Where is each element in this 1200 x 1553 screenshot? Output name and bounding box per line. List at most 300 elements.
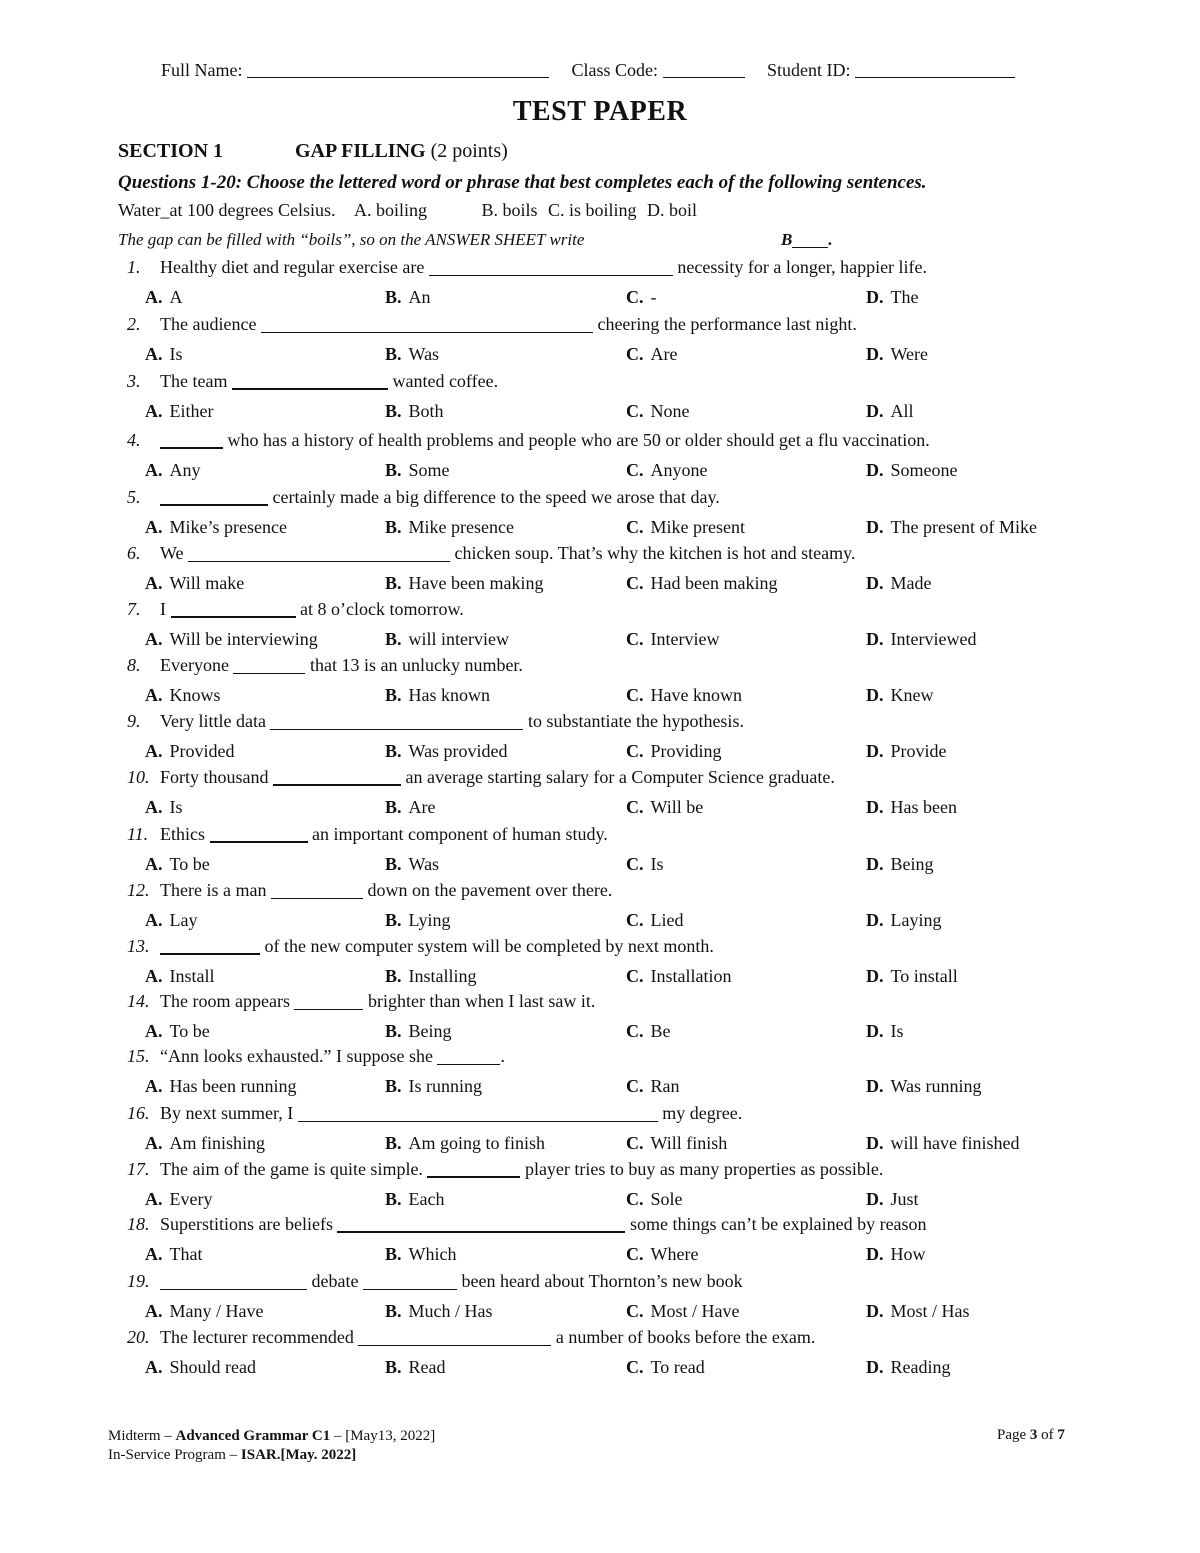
option-letter: A. xyxy=(145,741,163,761)
footer-line1-post: – [May13, 2022] xyxy=(333,1428,436,1444)
option-a[interactable] xyxy=(145,1076,296,1097)
option-text: Will be interviewing xyxy=(169,629,318,649)
option-letter: A. xyxy=(145,1301,163,1321)
option-d[interactable] xyxy=(866,1076,982,1097)
question-15 xyxy=(127,1046,1127,1067)
option-letter: B. xyxy=(385,966,402,986)
option-text: Were xyxy=(890,344,929,364)
option-d[interactable] xyxy=(866,573,931,594)
option-letter: A. xyxy=(145,1133,163,1153)
option-letter: A. xyxy=(145,854,163,874)
option-text: Which xyxy=(408,1244,457,1264)
option-letter: B. xyxy=(385,741,402,761)
option-d[interactable] xyxy=(866,344,928,365)
question-text: my degree. xyxy=(662,1103,743,1123)
option-b[interactable] xyxy=(385,401,444,422)
option-a[interactable] xyxy=(145,1189,212,1210)
option-text: Just xyxy=(890,1189,919,1209)
answer-blank[interactable] xyxy=(171,600,296,618)
option-letter: D. xyxy=(866,1133,884,1153)
question-text: of the new computer system will be completed by next month. xyxy=(264,936,714,956)
full-name-field[interactable] xyxy=(161,60,549,81)
option-letter: A. xyxy=(145,966,163,986)
option-text: To be xyxy=(169,854,210,874)
option-a[interactable] xyxy=(145,401,213,422)
option-b[interactable] xyxy=(385,1357,446,1378)
answer-blank[interactable] xyxy=(358,1329,551,1346)
option-text: Most / Has xyxy=(890,1301,970,1321)
instructions: Questions 1-20: Choose the lettered word or phrase that best completes each of the following sentences. xyxy=(118,172,927,193)
full-name-label: Full Name: xyxy=(161,60,243,80)
option-b[interactable] xyxy=(385,797,436,818)
option-c[interactable] xyxy=(626,910,684,931)
answer-blank[interactable] xyxy=(160,937,260,955)
option-a[interactable] xyxy=(145,1133,265,1154)
option-letter: A. xyxy=(145,685,163,705)
question-text: The audience xyxy=(160,314,257,334)
option-b[interactable] xyxy=(385,573,543,594)
option-text: Was xyxy=(408,854,440,874)
option-c[interactable] xyxy=(626,573,777,594)
answer-blank[interactable] xyxy=(233,657,305,674)
option-text: Knew xyxy=(890,685,934,705)
option-d[interactable] xyxy=(866,517,1037,538)
option-letter: A. xyxy=(145,517,163,537)
question-number: 7. xyxy=(127,599,141,619)
option-b[interactable] xyxy=(385,685,490,706)
question-text: to substantiate the hypothesis. xyxy=(527,711,744,731)
option-text: The xyxy=(890,287,919,307)
answer-blank[interactable] xyxy=(363,1273,457,1290)
question-text: “Ann looks exhausted.” I suppose she xyxy=(160,1046,433,1066)
question-text: Superstitions are beliefs xyxy=(160,1214,333,1234)
footer-course-name: Advanced Grammar C1 xyxy=(175,1428,331,1444)
option-text: Had been making xyxy=(650,573,778,593)
option-text: An xyxy=(408,287,431,307)
question-number: 1. xyxy=(127,257,141,277)
option-c[interactable] xyxy=(626,797,703,818)
example-note xyxy=(118,230,833,250)
question-text: The room appears xyxy=(160,991,290,1011)
option-d[interactable] xyxy=(866,1244,926,1265)
class-code-label: Class Code: xyxy=(571,60,659,80)
answer-blank[interactable] xyxy=(160,431,223,449)
option-c[interactable] xyxy=(626,344,677,365)
option-letter: D. xyxy=(866,460,884,480)
answer-blank[interactable] xyxy=(337,1215,625,1233)
option-a[interactable] xyxy=(145,517,287,538)
example-option-c: C. is boiling xyxy=(548,200,637,220)
question-text: some things can’t be explained by reason xyxy=(629,1214,927,1234)
option-c[interactable] xyxy=(626,1133,727,1154)
option-d[interactable] xyxy=(866,1301,970,1322)
option-letter: C. xyxy=(626,797,644,817)
option-letter: C. xyxy=(626,1357,644,1377)
option-text: Many / Have xyxy=(169,1301,264,1321)
option-a[interactable] xyxy=(145,1244,203,1265)
answer-blank[interactable] xyxy=(210,825,308,843)
option-text: Any xyxy=(169,460,201,480)
option-letter: A. xyxy=(145,1357,163,1377)
page-number-current: 3 xyxy=(1029,1427,1038,1443)
option-a[interactable] xyxy=(145,1357,256,1378)
option-letter: B. xyxy=(385,517,402,537)
question-text: wanted coffee. xyxy=(392,371,499,391)
option-a[interactable] xyxy=(145,460,201,481)
question-text: We xyxy=(160,543,184,563)
option-a[interactable] xyxy=(145,797,183,818)
option-letter: B. xyxy=(385,1021,402,1041)
option-text: To read xyxy=(650,1357,705,1377)
option-d[interactable] xyxy=(866,1189,919,1210)
option-d[interactable] xyxy=(866,401,914,422)
option-text: Where xyxy=(650,1244,699,1264)
question-number: 8. xyxy=(127,655,141,675)
option-d[interactable] xyxy=(866,910,942,931)
option-text: Has been running xyxy=(169,1076,297,1096)
option-letter: B. xyxy=(385,1301,402,1321)
option-letter: C. xyxy=(626,460,644,480)
option-c[interactable] xyxy=(626,854,664,875)
option-letter: A. xyxy=(145,460,163,480)
option-text: Be xyxy=(650,1021,671,1041)
question-3 xyxy=(127,371,1127,392)
option-c[interactable] xyxy=(626,966,731,987)
option-text: None xyxy=(650,401,690,421)
option-letter: D. xyxy=(866,517,884,537)
option-c[interactable] xyxy=(626,1301,740,1322)
option-text: Mike presence xyxy=(408,517,514,537)
page-number-of: of xyxy=(1041,1427,1054,1443)
option-text: Was xyxy=(408,344,440,364)
question-text: debate xyxy=(311,1271,359,1291)
question-16 xyxy=(127,1103,1127,1124)
option-c[interactable] xyxy=(626,460,708,481)
question-10 xyxy=(127,767,1127,788)
option-c[interactable] xyxy=(626,685,742,706)
option-text: Installing xyxy=(408,966,477,986)
question-text: a number of books before the exam. xyxy=(555,1327,816,1347)
question-number: 10. xyxy=(127,767,150,787)
question-text: an important component of human study. xyxy=(312,824,608,844)
option-text: Someone xyxy=(890,460,958,480)
question-text: player tries to buy as many properties as possible. xyxy=(524,1159,884,1179)
option-letter: A. xyxy=(145,629,163,649)
option-a[interactable] xyxy=(145,685,221,706)
option-text: Sole xyxy=(650,1189,683,1209)
option-text: - xyxy=(650,287,657,307)
option-letter: D. xyxy=(866,741,884,761)
option-c[interactable] xyxy=(626,1357,705,1378)
option-a[interactable] xyxy=(145,629,318,650)
option-a[interactable] xyxy=(145,741,235,762)
option-letter: A. xyxy=(145,344,163,364)
option-text: Provided xyxy=(169,741,235,761)
section-points: (2 points) xyxy=(430,140,508,162)
page-number-total: 7 xyxy=(1057,1427,1065,1443)
option-letter: D. xyxy=(866,966,884,986)
option-a[interactable] xyxy=(145,573,244,594)
example-answer-letter: B xyxy=(781,230,793,249)
option-text: Lying xyxy=(408,910,451,930)
option-letter: C. xyxy=(626,517,644,537)
option-text: Reading xyxy=(890,1357,951,1377)
option-b[interactable] xyxy=(385,1189,445,1210)
option-text: Made xyxy=(890,573,932,593)
option-text: Are xyxy=(408,797,436,817)
question-text: Healthy diet and regular exercise are xyxy=(160,257,425,277)
option-d[interactable] xyxy=(866,287,918,308)
option-c[interactable] xyxy=(626,1189,683,1210)
answer-blank[interactable] xyxy=(298,1105,658,1122)
question-number: 6. xyxy=(127,543,141,563)
option-b[interactable] xyxy=(385,1301,493,1322)
option-letter: A. xyxy=(145,797,163,817)
option-b[interactable] xyxy=(385,854,439,875)
option-text: To install xyxy=(890,966,958,986)
option-c[interactable] xyxy=(626,517,745,538)
full-name-line[interactable] xyxy=(247,61,549,78)
option-c[interactable] xyxy=(626,401,690,422)
option-text: All xyxy=(890,401,914,421)
answer-blank[interactable] xyxy=(429,259,673,276)
class-code-line[interactable] xyxy=(663,61,745,78)
question-text: Ethics xyxy=(160,824,205,844)
option-letter: C. xyxy=(626,910,644,930)
question-number: 20. xyxy=(127,1327,150,1347)
option-letter: D. xyxy=(866,573,884,593)
option-a[interactable] xyxy=(145,966,215,987)
option-letter: A. xyxy=(145,1021,163,1041)
option-d[interactable] xyxy=(866,797,957,818)
option-text: Mike’s presence xyxy=(169,517,287,537)
question-text: been heard about Thornton’s new book xyxy=(461,1271,743,1291)
option-letter: C. xyxy=(626,629,644,649)
option-letter: C. xyxy=(626,1301,644,1321)
option-b[interactable] xyxy=(385,1133,545,1154)
answer-blank[interactable] xyxy=(270,713,523,730)
option-b[interactable] xyxy=(385,1076,482,1097)
question-text: The aim of the game is quite simple. xyxy=(160,1159,423,1179)
question-17 xyxy=(127,1159,1127,1180)
option-text: Ran xyxy=(650,1076,680,1096)
option-d[interactable] xyxy=(866,629,976,650)
example-answer: B . xyxy=(781,230,833,249)
question-6 xyxy=(127,543,1127,564)
section-name: GAP FILLING xyxy=(295,140,426,162)
section-heading xyxy=(118,140,508,163)
option-c[interactable] xyxy=(626,1021,671,1042)
option-letter: A. xyxy=(145,573,163,593)
option-letter: B. xyxy=(385,629,402,649)
option-letter: A. xyxy=(145,1076,163,1096)
student-id-label: Student ID: xyxy=(767,60,851,80)
option-text: Read xyxy=(408,1357,446,1377)
option-letter: D. xyxy=(866,1301,884,1321)
question-8 xyxy=(127,655,1127,676)
answer-blank[interactable] xyxy=(160,1273,307,1290)
question-9 xyxy=(127,711,1127,732)
option-letter: D. xyxy=(866,797,884,817)
option-letter: D. xyxy=(866,1076,884,1096)
option-d[interactable] xyxy=(866,1133,1019,1154)
question-1 xyxy=(127,257,1127,278)
answer-blank[interactable] xyxy=(437,1048,500,1065)
option-b[interactable] xyxy=(385,517,514,538)
option-d[interactable] xyxy=(866,854,934,875)
option-a[interactable] xyxy=(145,287,183,308)
option-letter: B. xyxy=(385,401,402,421)
question-text: down on the pavement over there. xyxy=(367,880,613,900)
option-text: Lay xyxy=(169,910,198,930)
option-text: Interviewed xyxy=(890,629,977,649)
question-number: 9. xyxy=(127,711,141,731)
option-letter: C. xyxy=(626,1021,644,1041)
option-b[interactable] xyxy=(385,1021,452,1042)
example-note-text: The gap can be filled with “boils”, so on the ANSWER SHEET write xyxy=(118,230,585,249)
option-text: Each xyxy=(408,1189,445,1209)
question-20 xyxy=(127,1327,1127,1348)
question-text: cheering the performance last night. xyxy=(597,314,857,334)
option-c[interactable] xyxy=(626,1244,698,1265)
option-d[interactable] xyxy=(866,966,958,987)
option-text: Being xyxy=(890,854,934,874)
option-b[interactable] xyxy=(385,741,508,762)
footer-line2-pre: In-Service Program – xyxy=(108,1447,238,1463)
question-number: 4. xyxy=(127,430,141,450)
option-a[interactable] xyxy=(145,1301,263,1322)
question-number: 11. xyxy=(127,824,149,844)
option-text: Am finishing xyxy=(169,1133,266,1153)
option-d[interactable] xyxy=(866,1357,951,1378)
option-a[interactable] xyxy=(145,344,183,365)
option-text: Install xyxy=(169,966,215,986)
class-code-field[interactable] xyxy=(572,60,745,81)
question-18 xyxy=(127,1214,1127,1235)
option-text: Both xyxy=(408,401,444,421)
question-text: The team xyxy=(160,371,228,391)
option-letter: D. xyxy=(866,685,884,705)
question-text: Very little data xyxy=(160,711,266,731)
example-option-b: B. boils xyxy=(481,200,538,220)
answer-blank[interactable] xyxy=(188,545,450,562)
option-text: Knows xyxy=(169,685,221,705)
student-id-line[interactable] xyxy=(855,61,1015,78)
student-id-field[interactable] xyxy=(767,60,1015,81)
option-text: Is xyxy=(890,1021,904,1041)
question-number: 12. xyxy=(127,880,150,900)
footer-program-name: ISAR.[May. 2022] xyxy=(240,1447,357,1463)
question-text: brighter than when I last saw it. xyxy=(367,991,596,1011)
question-text: chicken soup. That’s why the kitchen is hot and steamy. xyxy=(454,543,856,563)
option-text: Am going to finish xyxy=(408,1133,546,1153)
option-letter: B. xyxy=(385,573,402,593)
option-text: Either xyxy=(169,401,214,421)
option-letter: B. xyxy=(385,910,402,930)
option-text: Provide xyxy=(890,741,947,761)
question-4 xyxy=(127,430,1127,451)
option-text: Laying xyxy=(890,910,942,930)
option-c[interactable] xyxy=(626,741,722,762)
option-d[interactable] xyxy=(866,460,958,481)
option-b[interactable] xyxy=(385,966,477,987)
section-number: SECTION 1 xyxy=(118,140,224,162)
question-number: 13. xyxy=(127,936,150,956)
option-b[interactable] xyxy=(385,287,431,308)
option-letter: D. xyxy=(866,854,884,874)
answer-blank[interactable] xyxy=(427,1160,520,1178)
option-letter: B. xyxy=(385,460,402,480)
option-text: will interview xyxy=(408,629,509,649)
option-text: Will finish xyxy=(650,1133,728,1153)
option-text: Installation xyxy=(650,966,732,986)
option-d[interactable] xyxy=(866,685,934,706)
option-text: Have been making xyxy=(408,573,544,593)
option-d[interactable] xyxy=(866,741,947,762)
question-number: 15. xyxy=(127,1046,150,1066)
option-letter: C. xyxy=(626,1076,644,1096)
option-letter: D. xyxy=(866,287,884,307)
option-letter: C. xyxy=(626,966,644,986)
question-13 xyxy=(127,936,1127,957)
option-a[interactable] xyxy=(145,1021,210,1042)
option-c[interactable] xyxy=(626,629,719,650)
answer-blank[interactable] xyxy=(271,882,363,899)
option-text: Should read xyxy=(169,1357,256,1377)
option-letter: D. xyxy=(866,910,884,930)
question-number: 3. xyxy=(127,371,141,391)
answer-blank[interactable] xyxy=(261,316,593,333)
question-14 xyxy=(127,991,1127,1012)
option-text: How xyxy=(890,1244,926,1264)
answer-blank[interactable] xyxy=(232,372,388,390)
option-text: Is xyxy=(169,797,183,817)
option-letter: A. xyxy=(145,401,163,421)
option-letter: A. xyxy=(145,910,163,930)
option-letter: B. xyxy=(385,797,402,817)
option-text: Providing xyxy=(650,741,722,761)
option-b[interactable] xyxy=(385,460,450,481)
option-b[interactable] xyxy=(385,910,451,931)
option-text: Some xyxy=(408,460,450,480)
option-d[interactable] xyxy=(866,1021,904,1042)
question-number: 19. xyxy=(127,1271,150,1291)
option-letter: C. xyxy=(626,1244,644,1264)
option-letter: B. xyxy=(385,1357,402,1377)
option-letter: D. xyxy=(866,344,884,364)
option-b[interactable] xyxy=(385,344,439,365)
option-c[interactable] xyxy=(626,1076,680,1097)
question-text: Everyone xyxy=(160,655,229,675)
option-text: Anyone xyxy=(650,460,708,480)
question-text: an average starting salary for a Computer Science graduate. xyxy=(405,767,835,787)
answer-blank[interactable] xyxy=(160,488,268,506)
page-title: TEST PAPER xyxy=(512,96,688,127)
option-a[interactable] xyxy=(145,854,210,875)
option-text: Have known xyxy=(650,685,742,705)
option-text: To be xyxy=(169,1021,210,1041)
option-text: Much / Has xyxy=(408,1301,493,1321)
answer-blank[interactable] xyxy=(294,993,363,1010)
answer-blank[interactable] xyxy=(273,768,401,786)
option-letter: B. xyxy=(385,1244,402,1264)
option-text: Mike present xyxy=(650,517,745,537)
option-b[interactable] xyxy=(385,629,509,650)
question-text: at 8 o’clock tomorrow. xyxy=(300,599,464,619)
option-c[interactable] xyxy=(626,287,657,308)
option-b[interactable] xyxy=(385,1244,457,1265)
option-a[interactable] xyxy=(145,910,197,931)
